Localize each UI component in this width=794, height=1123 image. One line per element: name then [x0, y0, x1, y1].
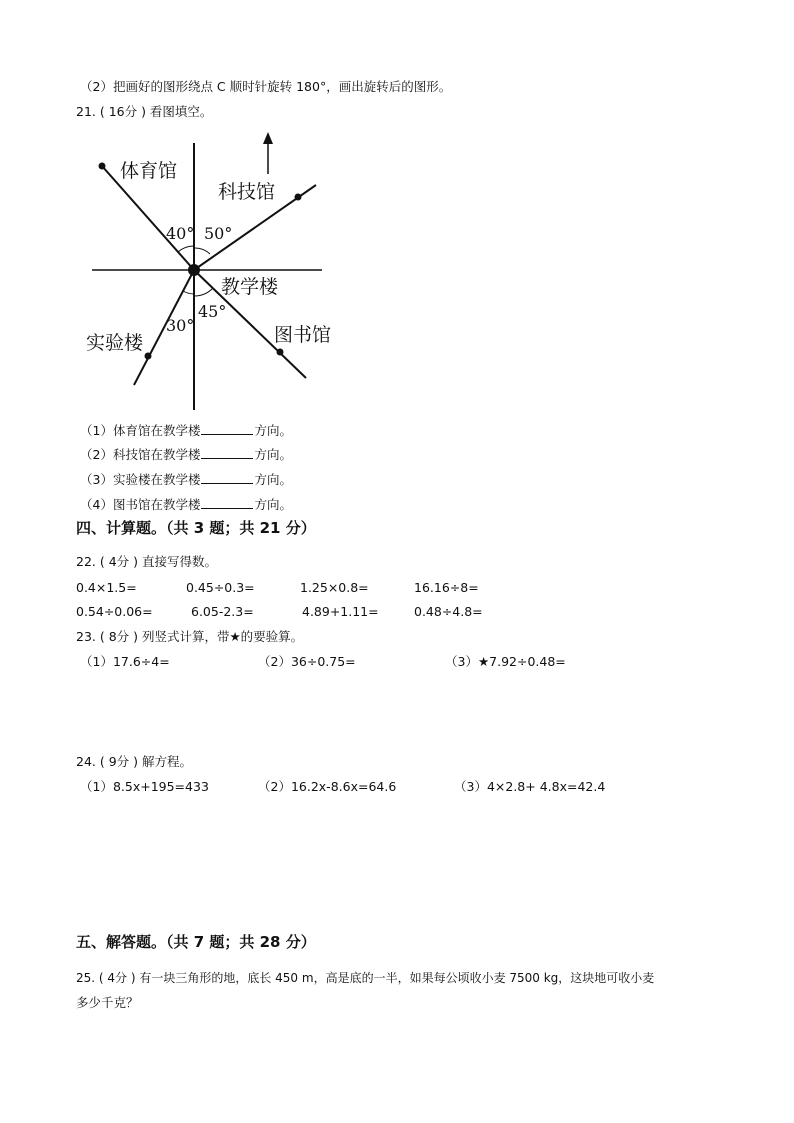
- q21-item-1: [80, 422, 292, 439]
- q22-cell-1-4: 16.16÷8=: [414, 580, 479, 595]
- q23-title: 23. ( 8分 ) 列竖式计算，带★的要验算。: [76, 629, 304, 644]
- label-teaching: 教学楼: [221, 276, 279, 298]
- answer-blank-1[interactable]: [201, 422, 253, 435]
- dot-teaching: [188, 264, 200, 276]
- q22-cell-2-4: 0.48÷4.8=: [414, 604, 483, 619]
- q21-item-2-prefix: （2）科技馆在教学楼: [80, 447, 201, 462]
- arc-30: [183, 291, 194, 294]
- q24-item-1: （1）8.5x+195=433: [80, 779, 209, 794]
- angle-40: 40°: [166, 224, 195, 243]
- q21-item-1-suffix: 方向。: [254, 423, 292, 438]
- arc-50: [194, 248, 210, 254]
- arc-40: [178, 246, 194, 252]
- q21-item-3-suffix: 方向。: [254, 472, 292, 487]
- q22-cell-1-2: 0.45÷0.3=: [186, 580, 255, 595]
- q24-item-3: （3）4×2.8+ 4.8x=42.4: [454, 779, 606, 794]
- q21-item-3-prefix: （3）实验楼在教学楼: [80, 472, 201, 487]
- q21-item-3: [80, 471, 292, 488]
- q22-cell-2-2: 6.05-2.3=: [191, 604, 254, 619]
- dot-science: [295, 194, 302, 201]
- label-library: 图书馆: [274, 324, 332, 346]
- q23-item-1: （1）17.6÷4=: [80, 654, 170, 669]
- q22-cell-2-3: 4.89+1.11=: [302, 604, 379, 619]
- q22-cell-1-3: 1.25×0.8=: [300, 580, 369, 595]
- q24-title: 24. ( 9分 ) 解方程。: [76, 754, 192, 769]
- section5-heading: 五、解答题。（共 7 题；共 28 分）: [76, 933, 316, 951]
- q23-item-3: （3）★7.92÷0.48=: [445, 654, 566, 669]
- dot-lab: [145, 353, 152, 360]
- section4-heading: 四、计算题。（共 3 题；共 21 分）: [76, 519, 316, 537]
- label-science: 科技馆: [218, 181, 276, 203]
- label-gym: 体育馆: [120, 160, 178, 182]
- answer-blank-2[interactable]: [201, 446, 253, 459]
- north-arrow-icon: [263, 132, 273, 174]
- q22-cell-1-1: 0.4×1.5=: [76, 580, 137, 595]
- q22-cell-2-1: 0.54÷0.06=: [76, 604, 153, 619]
- q25-text-line1: 25. ( 4分 ) 有一块三角形的地，底长 450 m，高是底的一半，如果每公顷收小麦 7500 kg，这块地可收小麦: [76, 971, 655, 985]
- dot-gym: [99, 163, 106, 170]
- angle-45: 45°: [198, 302, 227, 321]
- q21-item-4-prefix: （4）图书馆在教学楼: [80, 497, 201, 512]
- q21-title: 21. ( 16分 ) 看图填空。: [76, 104, 213, 119]
- angle-30: 30°: [166, 316, 195, 335]
- q21-item-4: [80, 496, 292, 513]
- q23-item-2: （2）36÷0.75=: [258, 654, 356, 669]
- q21-item-2: [80, 446, 292, 463]
- q22-title: 22. ( 4分 ) 直接写得数。: [76, 554, 217, 569]
- answer-blank-3[interactable]: [201, 471, 253, 484]
- answer-blank-4[interactable]: [201, 496, 253, 509]
- direction-diagram: [80, 128, 340, 418]
- q21-item-4-suffix: 方向。: [254, 497, 292, 512]
- q21-item-2-suffix: 方向。: [254, 447, 292, 462]
- q21-item-1-prefix: （1）体育馆在教学楼: [80, 423, 201, 438]
- dot-library: [277, 349, 284, 356]
- angle-50: 50°: [204, 224, 233, 243]
- q24-item-2: （2）16.2x-8.6x=64.6: [258, 779, 397, 794]
- q20-part2-text: （2）把画好的图形绕点 C 顺时针旋转 180°，画出旋转后的图形。: [80, 79, 452, 94]
- arc-45: [194, 288, 213, 296]
- label-lab: 实验楼: [86, 332, 144, 354]
- q25-text-line2: 多少千克？: [76, 995, 139, 1010]
